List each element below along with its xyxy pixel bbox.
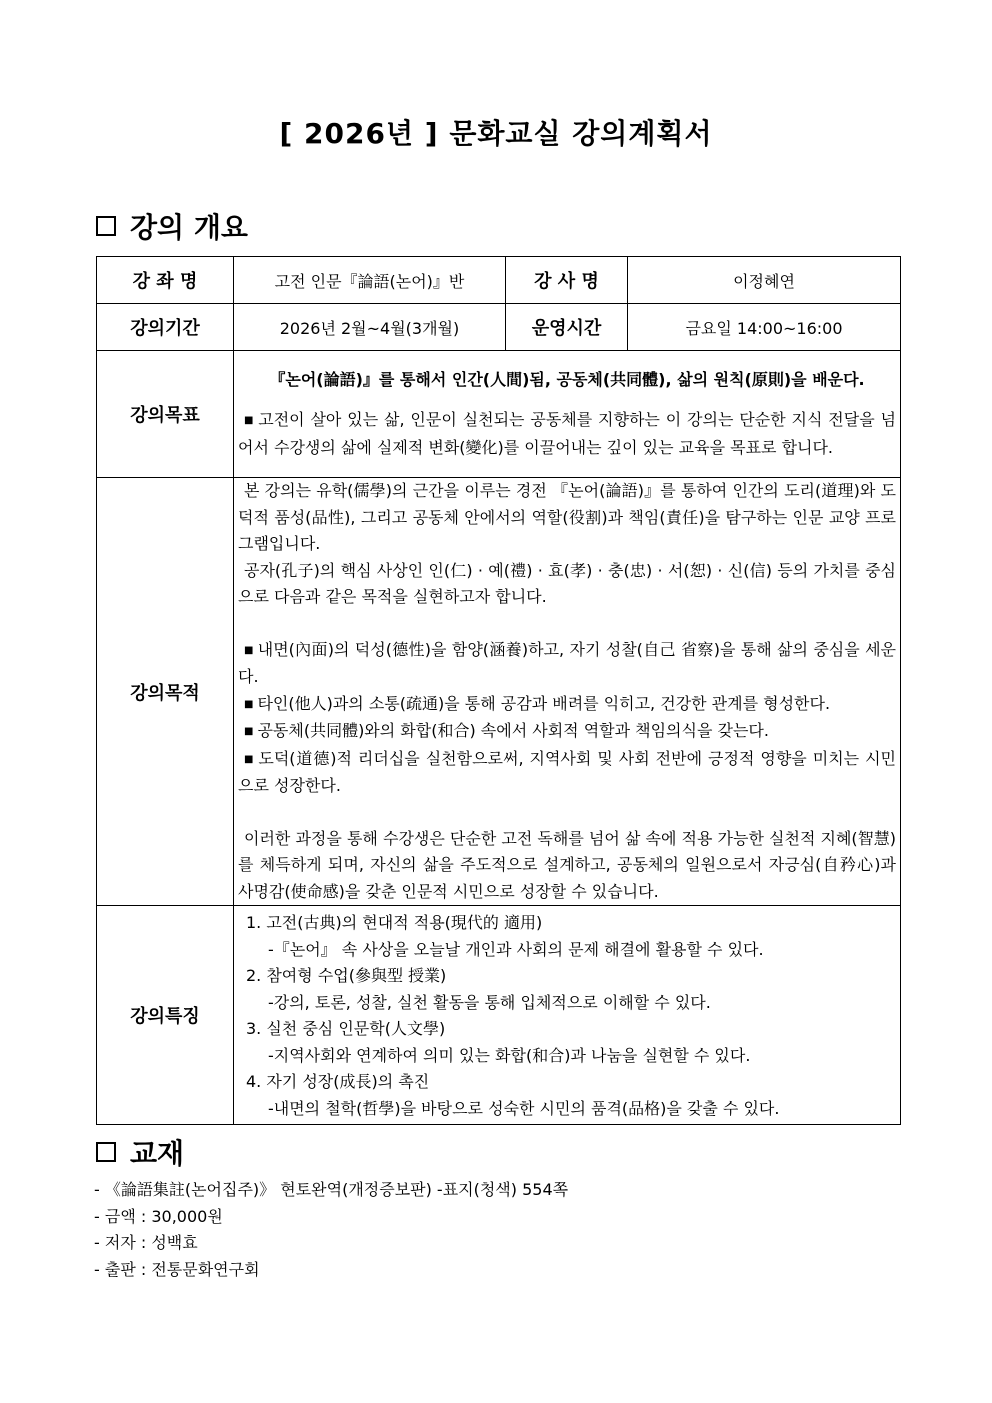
course-plan-table: [96, 256, 901, 1125]
purpose-item-text: 도덕(道德)적 리더십을 실천함으로써, 지역사회 및 사회 전반에 긍정적 영향을 미치는 시민으로 성장한다.: [238, 748, 897, 795]
feature-desc: -지역사회와 연계하여 의미 있는 화합(和合)과 나눔을 실현할 수 있다.: [268, 1045, 751, 1065]
feature-title: 3. 실천 중심 인문학(人文學): [246, 1019, 446, 1038]
goal-label: 강의목표: [97, 351, 234, 478]
hours-label: 운영시간: [506, 304, 628, 351]
purpose-label: 강의목적: [97, 478, 234, 906]
purpose-item: [238, 718, 896, 746]
overview-heading: [96, 206, 248, 246]
table-row: [97, 478, 901, 906]
bullet-square-icon: ■: [244, 726, 254, 737]
purpose-outro: 이러한 과정을 통해 수강생은 단순한 고전 독해를 넘어 삶 속에 적용 가능한 실천적 지혜(智慧)를 체득하게 되며, 자신의 삶을 주도적으로 설계하고, 공동체의 일원으로서 자긍심(自矜心)과 사명감(使命感)을 갖춘 인문적 시민으로 성장할 수 있습니다.: [238, 828, 896, 901]
instructor-value: 이정혜연: [628, 257, 901, 304]
textbook-line: - 《論語集註(논어집주)》 현토완역(개정증보판) -표지(청색) 554쪽: [94, 1180, 569, 1199]
course-name-label: 강 좌 명: [97, 257, 234, 304]
bullet-square-icon: ■: [244, 415, 255, 427]
purpose-intro-2: 공자(孔子)의 핵심 사상인 인(仁) · 예(禮) · 효(孝) · 충(忠) · 서(恕) · 신(信) 등의 가치를 중심으로 다음과 같은 목적을 실현하고자 합니다.: [238, 560, 896, 606]
goal-text-paragraph: [238, 407, 896, 461]
features-cell: [234, 906, 901, 1125]
goal-cell: [234, 351, 901, 478]
purpose-item: [238, 637, 896, 691]
bullet-square-icon: ■: [244, 698, 254, 710]
table-row: [97, 257, 901, 304]
period-value: 2026년 2월~4월(3개월): [234, 304, 506, 351]
textbook-list: [94, 1177, 568, 1283]
purpose-item: [238, 691, 896, 719]
hours-value: 금요일 14:00~16:00: [628, 304, 901, 351]
feature-title: 2. 참여형 수업(參與型 授業): [246, 966, 447, 985]
purpose-intro-1: 본 강의는 유학(儒學)의 근간을 이루는 경전 『논어(論語)』를 통하여 인간의 도리(道理)와 도덕적 품성(品性), 그리고 공동체 안에서의 역할(役割)과 책임(責任)을 탐구하는 인문 교양 프로그램입니다.: [238, 481, 896, 553]
goal-text: 고전이 살아 있는 삶, 인문이 실천되는 공동체를 지향하는 이 강의는 단순한 지식 전달을 넘어서 수강생의 삶에 실제적 변화(變化)를 이끌어내는 깊이 있는 교육을 목표로 합니다.: [238, 410, 896, 457]
goal-headline: 『논어(論語)』를 통해서 인간(人間)됨, 공동체(共同體), 삶의 원칙(原則)을 배운다.: [269, 369, 865, 389]
checkbox-square-icon: [96, 1142, 116, 1162]
course-name-value: 고전 인문『論語(논어)』반: [234, 257, 506, 304]
feature-desc: -강의, 토론, 성찰, 실천 활동을 통해 입체적으로 이해할 수 있다.: [268, 992, 711, 1012]
feature-title: 1. 고전(古典)의 현대적 적용(現代的 適用): [246, 913, 543, 932]
purpose-item-text: 공동체(共同體)와의 화합(和合) 속에서 사회적 역할과 책임의식을 갖는다.: [257, 721, 769, 740]
checkbox-square-icon: [96, 216, 116, 236]
bullet-square-icon: ■: [244, 753, 255, 765]
textbook-line: - 금액 : 30,000원: [94, 1206, 223, 1226]
features-label: 강의특징: [97, 906, 234, 1125]
textbook-line: - 저자 : 성백효: [94, 1233, 198, 1252]
period-label: 강의기간: [97, 304, 234, 351]
instructor-label: 강 사 명: [506, 257, 628, 304]
feature-desc: -『논어』 속 사상을 오늘날 개인과 사회의 문제 해결에 활용할 수 있다.: [268, 939, 764, 959]
purpose-item-text: 내면(內面)의 덕성(德性)을 함양(涵養)하고, 자기 성찰(自己 省察)을 통해 삶의 중심을 세운다.: [238, 639, 896, 686]
textbook-line: - 출판 : 전통문화연구회: [94, 1259, 260, 1279]
table-row: [97, 906, 901, 1125]
purpose-item: [238, 746, 896, 800]
textbook-heading-text: 교재: [130, 1137, 185, 1170]
textbook-heading: [96, 1132, 184, 1172]
purpose-item-text: 타인(他人)과의 소통(疏通)을 통해 공감과 배려를 익히고, 건강한 관계를 형성한다.: [257, 693, 831, 713]
purpose-cell: [234, 478, 901, 906]
feature-desc: -내면의 철학(哲學)을 바탕으로 성숙한 시민의 품격(品格)을 갖출 수 있다.: [268, 1098, 780, 1118]
bullet-square-icon: ■: [244, 644, 254, 656]
feature-title: 4. 자기 성장(成長)의 촉진: [246, 1072, 430, 1091]
overview-heading-text: 강의 개요: [130, 211, 248, 244]
table-row: [97, 304, 901, 351]
page-title: [ 2026년 ] 문화교실 강의계획서: [279, 117, 713, 150]
table-row: [97, 351, 901, 478]
